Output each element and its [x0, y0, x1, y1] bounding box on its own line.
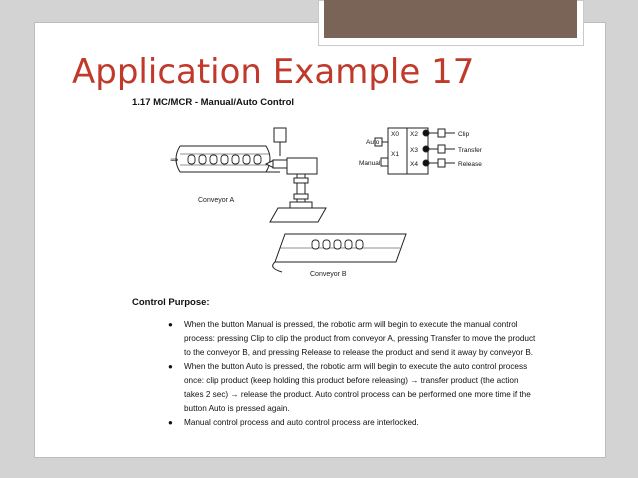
list-item: ● When the button Auto is pressed, the robotic arm will begin to execute the auto control process once: clip product (keep holding this product before releasing) → transfer product (the action takes 2 sec) → release the product. Auto control process can be performed one more time if the button Auto is pressed again.	[184, 360, 538, 416]
button-transfer-label: Transfer	[458, 147, 482, 154]
slide-title: Application Example 17	[72, 52, 475, 92]
products-a	[188, 155, 261, 164]
input-x2: X2	[410, 131, 418, 138]
list-item: ● Manual control process and auto control process are interlocked.	[184, 416, 538, 430]
input-x4: X4	[410, 161, 418, 168]
conveyor-a-label: Conveyor A	[198, 197, 235, 204]
section-subtitle: 1.17 MC/MCR - Manual/Auto Control	[132, 97, 295, 108]
button-release-label: Release	[458, 161, 482, 168]
products-b	[312, 240, 363, 249]
control-purpose-list	[168, 318, 538, 430]
list-item: ● When the button Manual is pressed, the robotic arm will begin to execute the manual control process: pressing Clip to clip the product from conveyor A, pressing Transfer to move the product to the conveyor B, and pressing Release to release the product and send it away by conveyor B.	[184, 318, 538, 360]
control-purpose-heading: Control Purpose:	[132, 297, 210, 308]
manual-switch	[381, 158, 388, 166]
sensor	[274, 128, 286, 156]
button-clip-label: Clip	[458, 131, 470, 138]
input-x0: X0	[391, 131, 399, 138]
switch-manual-label: Manual	[359, 160, 381, 167]
release-button	[423, 159, 455, 167]
switch-auto-label: Auto	[366, 139, 380, 146]
accent-box	[324, 0, 577, 38]
input-x1: X1	[391, 151, 399, 158]
conveyor-b-label: Conveyor B	[310, 271, 347, 278]
transfer-button	[423, 145, 455, 153]
input-x3: X3	[410, 147, 418, 154]
conveyor-b	[273, 234, 406, 272]
clip-button	[423, 129, 455, 137]
robotic-arm	[266, 158, 326, 222]
conveyor-diagram	[170, 114, 510, 292]
arrow-icon: ⇒	[170, 155, 179, 166]
